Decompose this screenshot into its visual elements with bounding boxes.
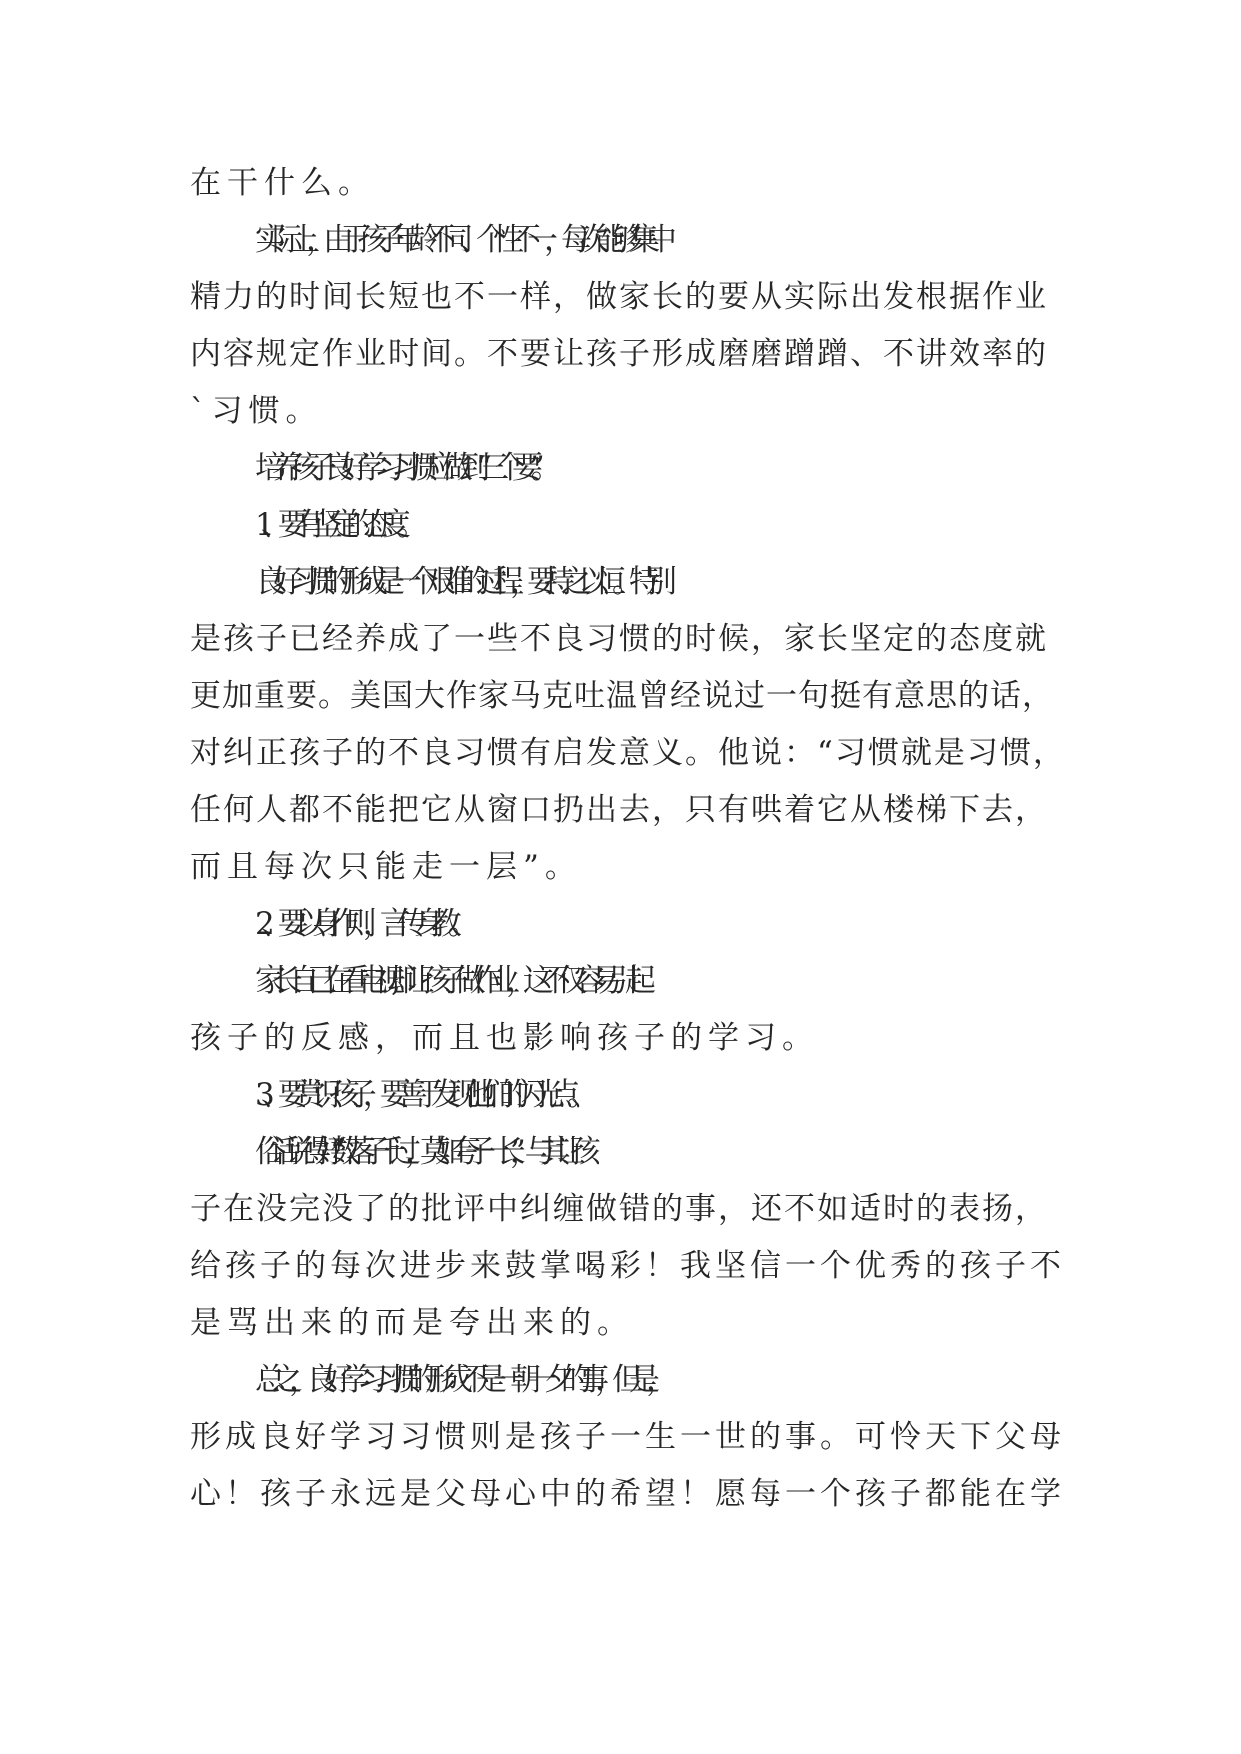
text-line: 孩子的反感，而且也影响孩子的学习。 — [190, 1020, 819, 1056]
text-line: 家长自己在看电视,却让孩子做作业，这不仅容易引起 — [255, 963, 642, 999]
text-line: 3、要赏识孩子，要善于发现他们的闪光点。 — [255, 1077, 584, 1113]
text-line: 精力的时间长短也不一样，做家长的要从实际出发根据作业 — [190, 279, 1048, 315]
text-line: 良好习惯的形成是一个艰难的过程，要持之以恒。特别 — [255, 564, 663, 600]
text-line: 实际上，由于孩子年龄不同、个性不一，每次能够集中 — [255, 222, 663, 258]
text-line: 内容规定作业时间。不要让孩子形成磨磨蹭蹭、不讲效率的 — [190, 336, 1048, 372]
text-line: 对纠正孩子的不良习惯有启发意义。他说：“习惯就是习惯， — [190, 735, 1066, 771]
text-line: 任何人都不能把它从窗口扔出去，只有哄着它从楼梯下去， — [190, 792, 1048, 828]
text-line: 是骂出来的而是夸出来的。 — [190, 1305, 634, 1341]
text-line: 俗话说得好“数落子千过，莫如夸子一长”，与其让孩 — [255, 1134, 585, 1170]
text-line: 在干什么。 — [190, 165, 375, 201]
text-line: 1、要有坚定的态度。 — [255, 507, 414, 543]
text-line: 而且每次只能走一层”。 — [190, 849, 582, 885]
text-line: 给孩子的每次进步来鼓掌喝彩！我坚信一个优秀的孩子不 — [190, 1248, 1065, 1284]
text-line: 更加重要。美国大作家马克吐温曾经说过一句挺有意思的话， — [190, 678, 1054, 714]
text-line: 形成良好学习习惯则是孩子一生一世的事。可怜天下父母 — [190, 1419, 1065, 1455]
text-line: 培养孩子良好学习习惯应做到“三个要”。 — [255, 450, 548, 486]
text-line: `习惯。 — [190, 393, 323, 429]
text-line: 是孩子已经养成了一些不良习惯的时候，家长坚定的态度就 — [190, 621, 1048, 657]
text-line: 心！孩子永远是父母心中的希望！愿每一个孩子都能在学 — [190, 1476, 1065, 1512]
text-line: 子在没完没了的批评中纠缠做错的事，还不如适时的表扬， — [190, 1191, 1048, 1227]
text-line: 2、要以身作则，言传身教。 — [255, 906, 465, 942]
text-line: 总之，良好学习习惯的形成不是一朝一夕的事，但是， — [255, 1362, 663, 1398]
